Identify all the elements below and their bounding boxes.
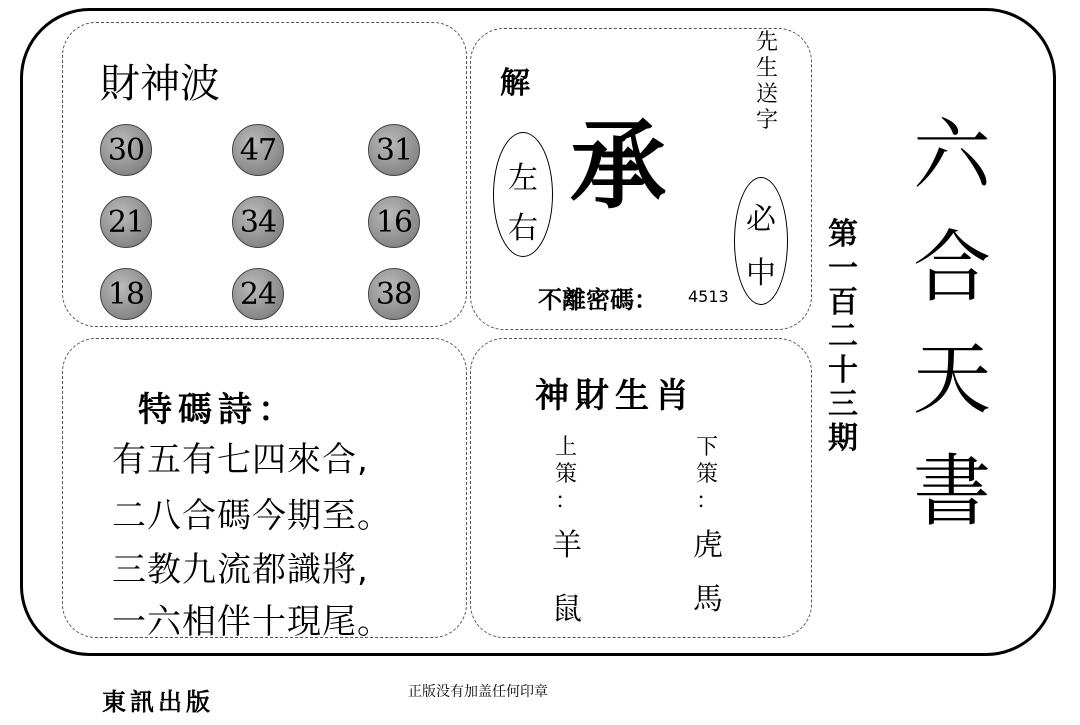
left-right-oval bbox=[493, 132, 553, 257]
gift-text: 先 生 送 字 bbox=[755, 30, 778, 133]
lower-strategy-label: 下 策 ： bbox=[695, 435, 718, 514]
number-ball: 47 bbox=[232, 124, 284, 176]
upper-strategy-label: 上 策 ： bbox=[554, 435, 577, 514]
poem-line: 三教九流都識將, bbox=[112, 550, 369, 590]
number-ball: 30 bbox=[100, 124, 152, 176]
number-ball: 31 bbox=[368, 124, 420, 176]
sure-top-char: 必 bbox=[746, 202, 776, 237]
sure-bottom-char: 中 bbox=[746, 256, 776, 291]
no-leave-label: 不離密碼： bbox=[538, 286, 658, 314]
poem-line: 有五有七四來合, bbox=[112, 440, 369, 480]
poem-line: 一六相伴十現尾。 bbox=[112, 602, 392, 642]
sure-win-oval bbox=[734, 177, 788, 305]
riddle-character: 承 bbox=[570, 109, 666, 222]
number-ball: 18 bbox=[100, 268, 152, 320]
upper-animal: 羊 bbox=[552, 528, 582, 563]
issue-number: 第 一 百 二 十 三 期 bbox=[828, 217, 858, 456]
number-ball: 38 bbox=[368, 268, 420, 320]
lower-animal: 虎 bbox=[693, 528, 723, 563]
lower-animal: 馬 bbox=[693, 582, 723, 617]
book-title: 六 合 天 書 bbox=[912, 111, 991, 537]
upper-animal: 鼠 bbox=[552, 592, 582, 627]
wave-title: 財神波 bbox=[100, 61, 220, 107]
no-leave-code: 4513 bbox=[688, 287, 729, 306]
number-ball: 24 bbox=[232, 268, 284, 320]
oval-right-char: 右 bbox=[508, 211, 538, 246]
oval-left-char: 左 bbox=[508, 161, 538, 196]
solve-label: 解 bbox=[500, 66, 530, 101]
number-ball: 34 bbox=[232, 196, 284, 248]
number-ball: 16 bbox=[368, 196, 420, 248]
publisher: 東訊出版 bbox=[102, 688, 214, 716]
number-ball: 21 bbox=[100, 196, 152, 248]
seal-note: 正版没有加盖任何印章 bbox=[408, 684, 548, 700]
zodiac-title: 神財生肖 bbox=[535, 376, 695, 416]
poem-title: 特碼詩： bbox=[138, 390, 298, 430]
poem-line: 二八合碼今期至。 bbox=[112, 496, 392, 536]
